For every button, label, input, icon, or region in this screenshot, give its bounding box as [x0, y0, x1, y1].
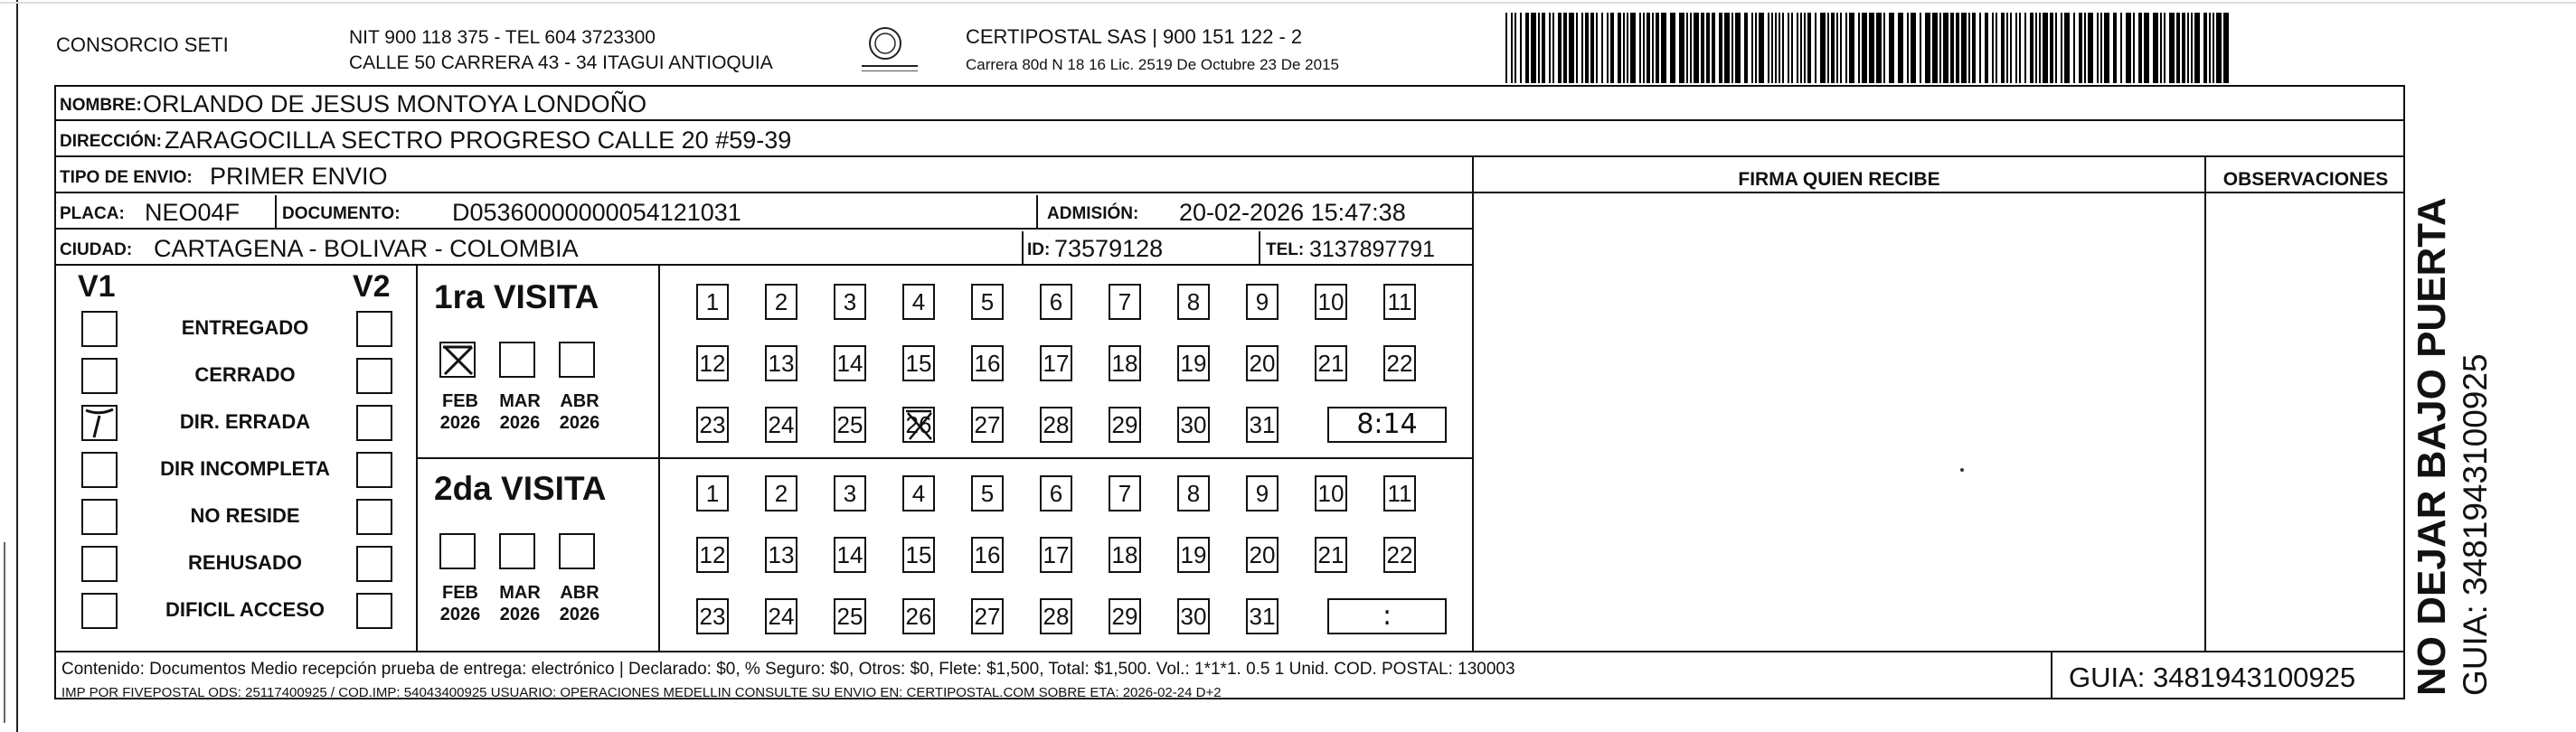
day-box[interactable]: 4	[902, 475, 935, 511]
barcode-bar	[1788, 13, 1789, 83]
v1-checkbox[interactable]	[81, 358, 118, 394]
barcode-bar	[1520, 13, 1522, 83]
tel-divider	[1259, 231, 1260, 266]
barcode-bar	[1661, 13, 1666, 83]
v1-checkbox[interactable]	[81, 546, 118, 582]
v2-checkbox[interactable]	[356, 405, 392, 441]
nit-line: NIT 900 118 375 - TEL 604 3723300	[349, 27, 656, 48]
barcode-bar	[1889, 13, 1894, 83]
barcode-bar	[1569, 13, 1574, 83]
month-name: FEB	[442, 583, 478, 603]
barcode-bar	[2061, 13, 2062, 83]
barcode-bar	[1979, 13, 1981, 83]
visit-title: 2da VISITA	[434, 470, 607, 507]
day-box[interactable]: 24	[765, 598, 797, 634]
barcode-bar	[1950, 13, 1954, 83]
day-box[interactable]: 24	[765, 407, 797, 443]
day-box[interactable]: 21	[1315, 345, 1347, 381]
barcode-bar	[1505, 13, 1507, 83]
check-mark-icon	[904, 408, 933, 441]
no-dejar-bajo-puerta: NO DEJAR BAJO PUERTA	[2410, 197, 2454, 696]
month-label	[495, 390, 544, 434]
barcode-bar	[2050, 13, 2053, 83]
header-divider	[0, 2, 2576, 4]
admision-divider	[1036, 195, 1038, 230]
day-box[interactable]: 9	[1246, 284, 1279, 320]
v2-checkbox[interactable]	[356, 452, 392, 488]
barcode-bar	[1618, 13, 1621, 83]
barcode	[1505, 13, 2229, 83]
barcode-bar	[1719, 13, 1722, 83]
stray-dot	[1960, 468, 1964, 472]
barcode-bar	[2030, 13, 2033, 83]
month-checkbox[interactable]	[559, 533, 595, 569]
status-label: REHUSADO	[188, 551, 302, 574]
barcode-bar	[1596, 13, 1598, 83]
barcode-bar	[2088, 13, 2093, 83]
barcode-bar	[1968, 13, 1970, 83]
day-box[interactable]: 11	[1383, 475, 1416, 511]
v1-label: V1	[78, 269, 116, 304]
barcode-bar	[2024, 13, 2026, 83]
v2-checkbox[interactable]	[356, 499, 392, 535]
day-box[interactable]: 1	[696, 475, 729, 511]
barcode-bar	[1768, 13, 1769, 83]
footer-guia-divider	[2051, 652, 2052, 699]
admision-label: ADMISIÓN:	[1047, 204, 1139, 223]
day-box[interactable]: 5	[971, 475, 1004, 511]
barcode-bar	[1845, 13, 1847, 83]
day-box[interactable]: 27	[971, 407, 1004, 443]
day-box[interactable]: 18	[1109, 537, 1141, 573]
status-label: DIR. ERRADA	[179, 410, 311, 433]
barcode-bar	[1590, 13, 1594, 83]
barcode-bar	[1701, 13, 1704, 83]
day-box[interactable]: 12	[696, 537, 729, 573]
barcode-bar	[1639, 13, 1641, 83]
barcode-bar	[1996, 13, 1997, 83]
ciudad-value: CARTAGENA - BOLIVAR - COLOMBIA	[154, 235, 579, 262]
footer-content-line: Contenido: Documentos Medio recepción prueba de entrega: electrónico | Declarado: $0, % Seguro: $0, Otros: $0, Flete: $1,500, Total: $1,500. Vol.: 1*1*1. 0.5 1 Unid. COD. POSTAL: 130003	[61, 660, 1515, 679]
month-checkbox[interactable]	[499, 342, 535, 378]
day-box[interactable]: 23	[696, 598, 729, 634]
barcode-bar	[2006, 13, 2008, 83]
day-box[interactable]: 6	[1040, 475, 1072, 511]
barcode-bar	[1800, 13, 1802, 83]
month-label	[436, 390, 485, 434]
barcode-bar	[1939, 13, 1941, 83]
day-box[interactable]: 13	[765, 345, 797, 381]
v1-checkbox[interactable]	[81, 405, 118, 441]
obs-divider	[2204, 157, 2206, 651]
barcode-bar	[2100, 13, 2102, 83]
documento-value: D05360000000054121031	[452, 199, 741, 226]
day-box[interactable]: 22	[1383, 537, 1416, 573]
firma-header-underline	[1472, 192, 2405, 193]
barcode-bar	[1643, 13, 1645, 83]
barcode-bar	[1623, 13, 1625, 83]
barcode-bar	[1585, 13, 1589, 83]
barcode-bar	[1744, 13, 1748, 83]
day-box[interactable]: 28	[1040, 407, 1072, 443]
nombre-label: NOMBRE:	[60, 96, 142, 115]
month-year: 2026	[559, 413, 600, 433]
day-box[interactable]: 10	[1315, 284, 1347, 320]
day-box[interactable]: 23	[696, 407, 729, 443]
barcode-bar	[2084, 13, 2086, 83]
barcode-bar	[1804, 13, 1806, 83]
barcode-bar	[1647, 13, 1650, 83]
day-box[interactable]: 13	[765, 537, 797, 573]
barcode-bar	[1836, 13, 1838, 83]
barcode-bar	[1542, 13, 1545, 83]
barcode-bar	[1911, 13, 1916, 83]
day-box[interactable]: 14	[834, 537, 866, 573]
day-box[interactable]: 20	[1246, 537, 1279, 573]
footer-guia: GUIA: 3481943100925	[2069, 662, 2356, 693]
barcode-bar	[1706, 13, 1710, 83]
certipostal-name: CERTIPOSTAL SAS | 900 151 122 - 2	[966, 25, 1303, 48]
barcode-bar	[1972, 13, 1976, 83]
barcode-bar	[2079, 13, 2082, 83]
id-label: ID:	[1027, 240, 1051, 259]
barcode-bar	[1797, 13, 1798, 83]
month-year: 2026	[499, 413, 541, 433]
footer-imp-line: IMP POR FIVEPOSTAL ODS: 25117400925 / COD.IMP: 54043400925 USUARIO: OPERACIONES MEDELLIN CONSULTE SU ENVIO EN: CERTIPOSTAL.COM SOBRE ETA: 2026-02-24 D+2	[61, 685, 1222, 700]
observaciones-label: OBSERVACIONES	[2222, 169, 2389, 190]
barcode-bar	[1558, 13, 1562, 83]
barcode-bar	[2126, 13, 2131, 83]
visit-separator	[416, 457, 1474, 459]
nombre-value: ORLANDO DE JESUS MONTOYA LONDOÑO	[143, 90, 647, 117]
v1-checkbox[interactable]	[81, 311, 118, 347]
day-box[interactable]: 15	[902, 537, 935, 573]
day-number: 26	[905, 411, 932, 438]
barcode-bar	[1759, 13, 1764, 83]
month-label	[495, 582, 544, 625]
barcode-bar	[2055, 13, 2057, 83]
status-label: NO RESIDE	[190, 504, 300, 527]
day-box[interactable]: 30	[1177, 598, 1210, 634]
day-box[interactable]: 9	[1246, 475, 1279, 511]
barcode-bar	[2164, 13, 2166, 83]
month-name: MAR	[499, 391, 541, 411]
barcode-bar	[1538, 13, 1540, 83]
direccion-value: ZARAGOCILLA SECTRO PROGRESO CALLE 20 #59-39	[165, 127, 792, 154]
barcode-bar	[1679, 13, 1684, 83]
v1-checkbox[interactable]	[81, 499, 118, 535]
barcode-bar	[2043, 13, 2048, 83]
day-box[interactable]: 19	[1177, 345, 1210, 381]
v2-checkbox[interactable]	[356, 546, 392, 582]
day-box[interactable]: 30	[1177, 407, 1210, 443]
barcode-bar	[1755, 13, 1757, 83]
day-box[interactable]: 8	[1177, 475, 1210, 511]
documento-label: DOCUMENTO:	[282, 204, 401, 223]
barcode-bar	[1670, 13, 1675, 83]
barcode-bar	[1607, 13, 1609, 83]
barcode-bar	[1525, 13, 1529, 83]
day-box[interactable]: 5	[971, 284, 1004, 320]
certipostal-address: Carrera 80d N 18 16 Lic. 2519 De Octubre 23 De 2015	[966, 56, 1339, 73]
month-checkbox[interactable]	[499, 533, 535, 569]
day-box[interactable]: 31	[1246, 407, 1279, 443]
status-label: DIFICIL ACCESO	[165, 598, 325, 621]
barcode-bar	[1656, 13, 1659, 83]
barcode-bar	[1862, 13, 1867, 83]
day-box[interactable]	[902, 407, 935, 443]
barcode-bar	[1943, 13, 1949, 83]
barcode-bar	[1563, 13, 1567, 83]
check-mark-icon	[83, 407, 116, 439]
day-box[interactable]: 16	[971, 537, 1004, 573]
month-year: 2026	[439, 413, 481, 433]
barcode-bar	[1791, 13, 1793, 83]
day-box[interactable]: 2	[765, 284, 797, 320]
barcode-bar	[2001, 13, 2005, 83]
month-name: ABR	[560, 391, 599, 411]
day-box[interactable]: 21	[1315, 537, 1347, 573]
barcode-bar	[1985, 13, 1988, 83]
barcode-bar	[2064, 13, 2070, 83]
barcode-bar	[1920, 13, 1921, 83]
barcode-bar	[2216, 13, 2222, 83]
month-year: 2026	[439, 605, 481, 624]
status-label: CERRADO	[194, 363, 296, 386]
month-checkbox[interactable]	[439, 342, 476, 378]
barcode-bar	[1782, 13, 1784, 83]
left-border-line	[16, 0, 18, 732]
v1-checkbox[interactable]	[81, 593, 118, 629]
day-box[interactable]: 20	[1246, 345, 1279, 381]
barcode-bar	[1686, 13, 1688, 83]
day-box[interactable]: 19	[1177, 537, 1210, 573]
v2-checkbox[interactable]	[356, 593, 392, 629]
admision-value: 20-02-2026 15:47:38	[1179, 199, 1406, 226]
barcode-bar	[2209, 13, 2211, 83]
certipostal-logo	[859, 23, 922, 76]
barcode-bar	[2169, 13, 2175, 83]
company-name: CONSORCIO SETI	[56, 33, 229, 56]
day-box[interactable]: 27	[971, 598, 1004, 634]
day-box[interactable]: 25	[834, 598, 866, 634]
day-box[interactable]: 16	[971, 345, 1004, 381]
barcode-bar	[1630, 13, 1636, 83]
v2-checkbox[interactable]	[356, 358, 392, 394]
month-name: ABR	[560, 583, 599, 603]
barcode-bar	[1576, 13, 1578, 83]
placa-divider	[275, 195, 277, 230]
day-box[interactable]: 26	[902, 598, 935, 634]
barcode-bar	[1549, 13, 1551, 83]
barcode-bar	[2015, 13, 2017, 83]
barcode-bar	[2223, 13, 2229, 83]
footer-divider	[54, 651, 2405, 652]
day-box[interactable]: 31	[1246, 598, 1279, 634]
day-box[interactable]: 7	[1109, 475, 1141, 511]
barcode-bar	[2203, 13, 2207, 83]
barcode-bar	[2138, 13, 2142, 83]
barcode-bar	[1858, 13, 1860, 83]
day-box[interactable]: 22	[1383, 345, 1416, 381]
day-box[interactable]: 28	[1040, 598, 1072, 634]
barcode-bar	[1511, 13, 1513, 83]
day-box[interactable]: 15	[902, 345, 935, 381]
barcode-bar	[1815, 13, 1816, 83]
day-box[interactable]: 7	[1109, 284, 1141, 320]
barcode-bar	[1712, 13, 1715, 83]
month-label	[436, 582, 485, 625]
barcode-bar	[1751, 13, 1753, 83]
barcode-bar	[1775, 13, 1777, 83]
month-year: 2026	[559, 605, 600, 624]
check-mark-icon	[441, 343, 474, 376]
tipo-value: PRIMER ENVIO	[210, 163, 388, 190]
barcode-bar	[2182, 13, 2185, 83]
barcode-bar	[1771, 13, 1773, 83]
barcode-bar	[2160, 13, 2162, 83]
month-name: FEB	[442, 391, 478, 411]
left-border-line	[4, 542, 5, 723]
day-box[interactable]: 29	[1109, 598, 1141, 634]
v2-label: V2	[353, 269, 391, 304]
ciudad-label: CIUDAD:	[60, 240, 133, 259]
month-label	[555, 582, 604, 625]
barcode-bar	[1690, 13, 1692, 83]
barcode-bar	[2144, 13, 2149, 83]
barcode-bar	[2073, 13, 2075, 83]
tel-label: TEL:	[1266, 240, 1305, 259]
barcode-bar	[2019, 13, 2021, 83]
tipo-label: TIPO DE ENVIO:	[60, 168, 193, 187]
barcode-bar	[1876, 13, 1882, 83]
day-box[interactable]: 25	[834, 407, 866, 443]
id-divider	[1022, 231, 1024, 266]
barcode-bar	[1610, 13, 1614, 83]
status-label: ENTREGADO	[181, 316, 309, 339]
barcode-bar	[1932, 13, 1938, 83]
day-box[interactable]: 11	[1383, 284, 1416, 320]
barcode-bar	[2104, 13, 2109, 83]
barcode-bar	[2039, 13, 2041, 83]
visit-time-field[interactable]: 8:14	[1327, 407, 1447, 443]
barcode-bar	[2191, 13, 2193, 83]
day-box[interactable]: 1	[696, 284, 729, 320]
barcode-bar	[2153, 13, 2158, 83]
day-box[interactable]: 14	[834, 345, 866, 381]
barcode-bar	[1840, 13, 1842, 83]
barcode-bar	[1831, 13, 1835, 83]
barcode-bar	[1849, 13, 1854, 83]
barcode-bar	[1827, 13, 1829, 83]
barcode-bar	[2194, 13, 2200, 83]
barcode-bar	[2133, 13, 2135, 83]
barcode-bar	[1820, 13, 1826, 83]
day-box[interactable]: 4	[902, 284, 935, 320]
barcode-bar	[1898, 13, 1903, 83]
barcode-bar	[1925, 13, 1930, 83]
v2-checkbox[interactable]	[356, 311, 392, 347]
day-box[interactable]: 8	[1177, 284, 1210, 320]
day-box[interactable]: 3	[834, 475, 866, 511]
barcode-bar	[2120, 13, 2122, 83]
barcode-bar	[1731, 13, 1733, 83]
firma-label: FIRMA QUIEN RECIBE	[1738, 169, 1940, 190]
barcode-bar	[1869, 13, 1874, 83]
barcode-bar	[1694, 13, 1699, 83]
barcode-bar	[1581, 13, 1583, 83]
day-box[interactable]: 2	[765, 475, 797, 511]
barcode-bar	[1807, 13, 1811, 83]
barcode-bar	[2097, 13, 2099, 83]
day-box[interactable]: 6	[1040, 284, 1072, 320]
direccion-label: DIRECCIÓN:	[60, 132, 162, 151]
month-checkbox[interactable]	[439, 533, 476, 569]
month-label	[555, 390, 604, 434]
barcode-bar	[1779, 13, 1780, 83]
barcode-bar	[1956, 13, 1959, 83]
visit-time-field[interactable]: :	[1327, 598, 1447, 634]
barcode-bar	[1735, 13, 1741, 83]
month-name: MAR	[499, 583, 541, 603]
barcode-bar	[2213, 13, 2214, 83]
day-box[interactable]: 3	[834, 284, 866, 320]
tel-value: 3137897791	[1309, 237, 1436, 262]
barcode-bar	[1724, 13, 1730, 83]
barcode-bar	[2035, 13, 2037, 83]
side-guia: GUIA: 3481943100925	[2457, 353, 2494, 696]
barcode-bar	[1514, 13, 1516, 83]
id-value: 73579128	[1054, 235, 1164, 262]
barcode-bar	[1531, 13, 1536, 83]
barcode-bar	[2176, 13, 2180, 83]
v1-checkbox[interactable]	[81, 452, 118, 488]
barcode-bar	[2113, 13, 2117, 83]
visit-title: 1ra VISITA	[434, 278, 599, 315]
day-box[interactable]: 12	[696, 345, 729, 381]
month-checkbox[interactable]	[559, 342, 595, 378]
day-box[interactable]: 18	[1109, 345, 1141, 381]
barcode-bar	[1907, 13, 1909, 83]
barcode-bar	[1552, 13, 1554, 83]
barcode-bar	[1961, 13, 1967, 83]
barcode-bar	[2187, 13, 2189, 83]
side-text	[2409, 99, 2517, 696]
barcode-bar	[1627, 13, 1628, 83]
day-box[interactable]: 10	[1315, 475, 1347, 511]
day-box[interactable]: 17	[1040, 537, 1072, 573]
month-year: 2026	[499, 605, 541, 624]
barcode-bar	[1883, 13, 1885, 83]
day-box[interactable]: 17	[1040, 345, 1072, 381]
address-line: CALLE 50 CARRERA 43 - 34 ITAGUI ANTIOQUIA	[349, 52, 773, 73]
placa-label: PLACA:	[60, 204, 125, 223]
barcode-bar	[1601, 13, 1603, 83]
status-label: DIR INCOMPLETA	[160, 457, 330, 480]
barcode-bar	[1652, 13, 1654, 83]
day-box[interactable]: 29	[1109, 407, 1141, 443]
barcode-bar	[1992, 13, 1994, 83]
placa-value: NEO04F	[145, 199, 241, 226]
barcode-bar	[2010, 13, 2012, 83]
